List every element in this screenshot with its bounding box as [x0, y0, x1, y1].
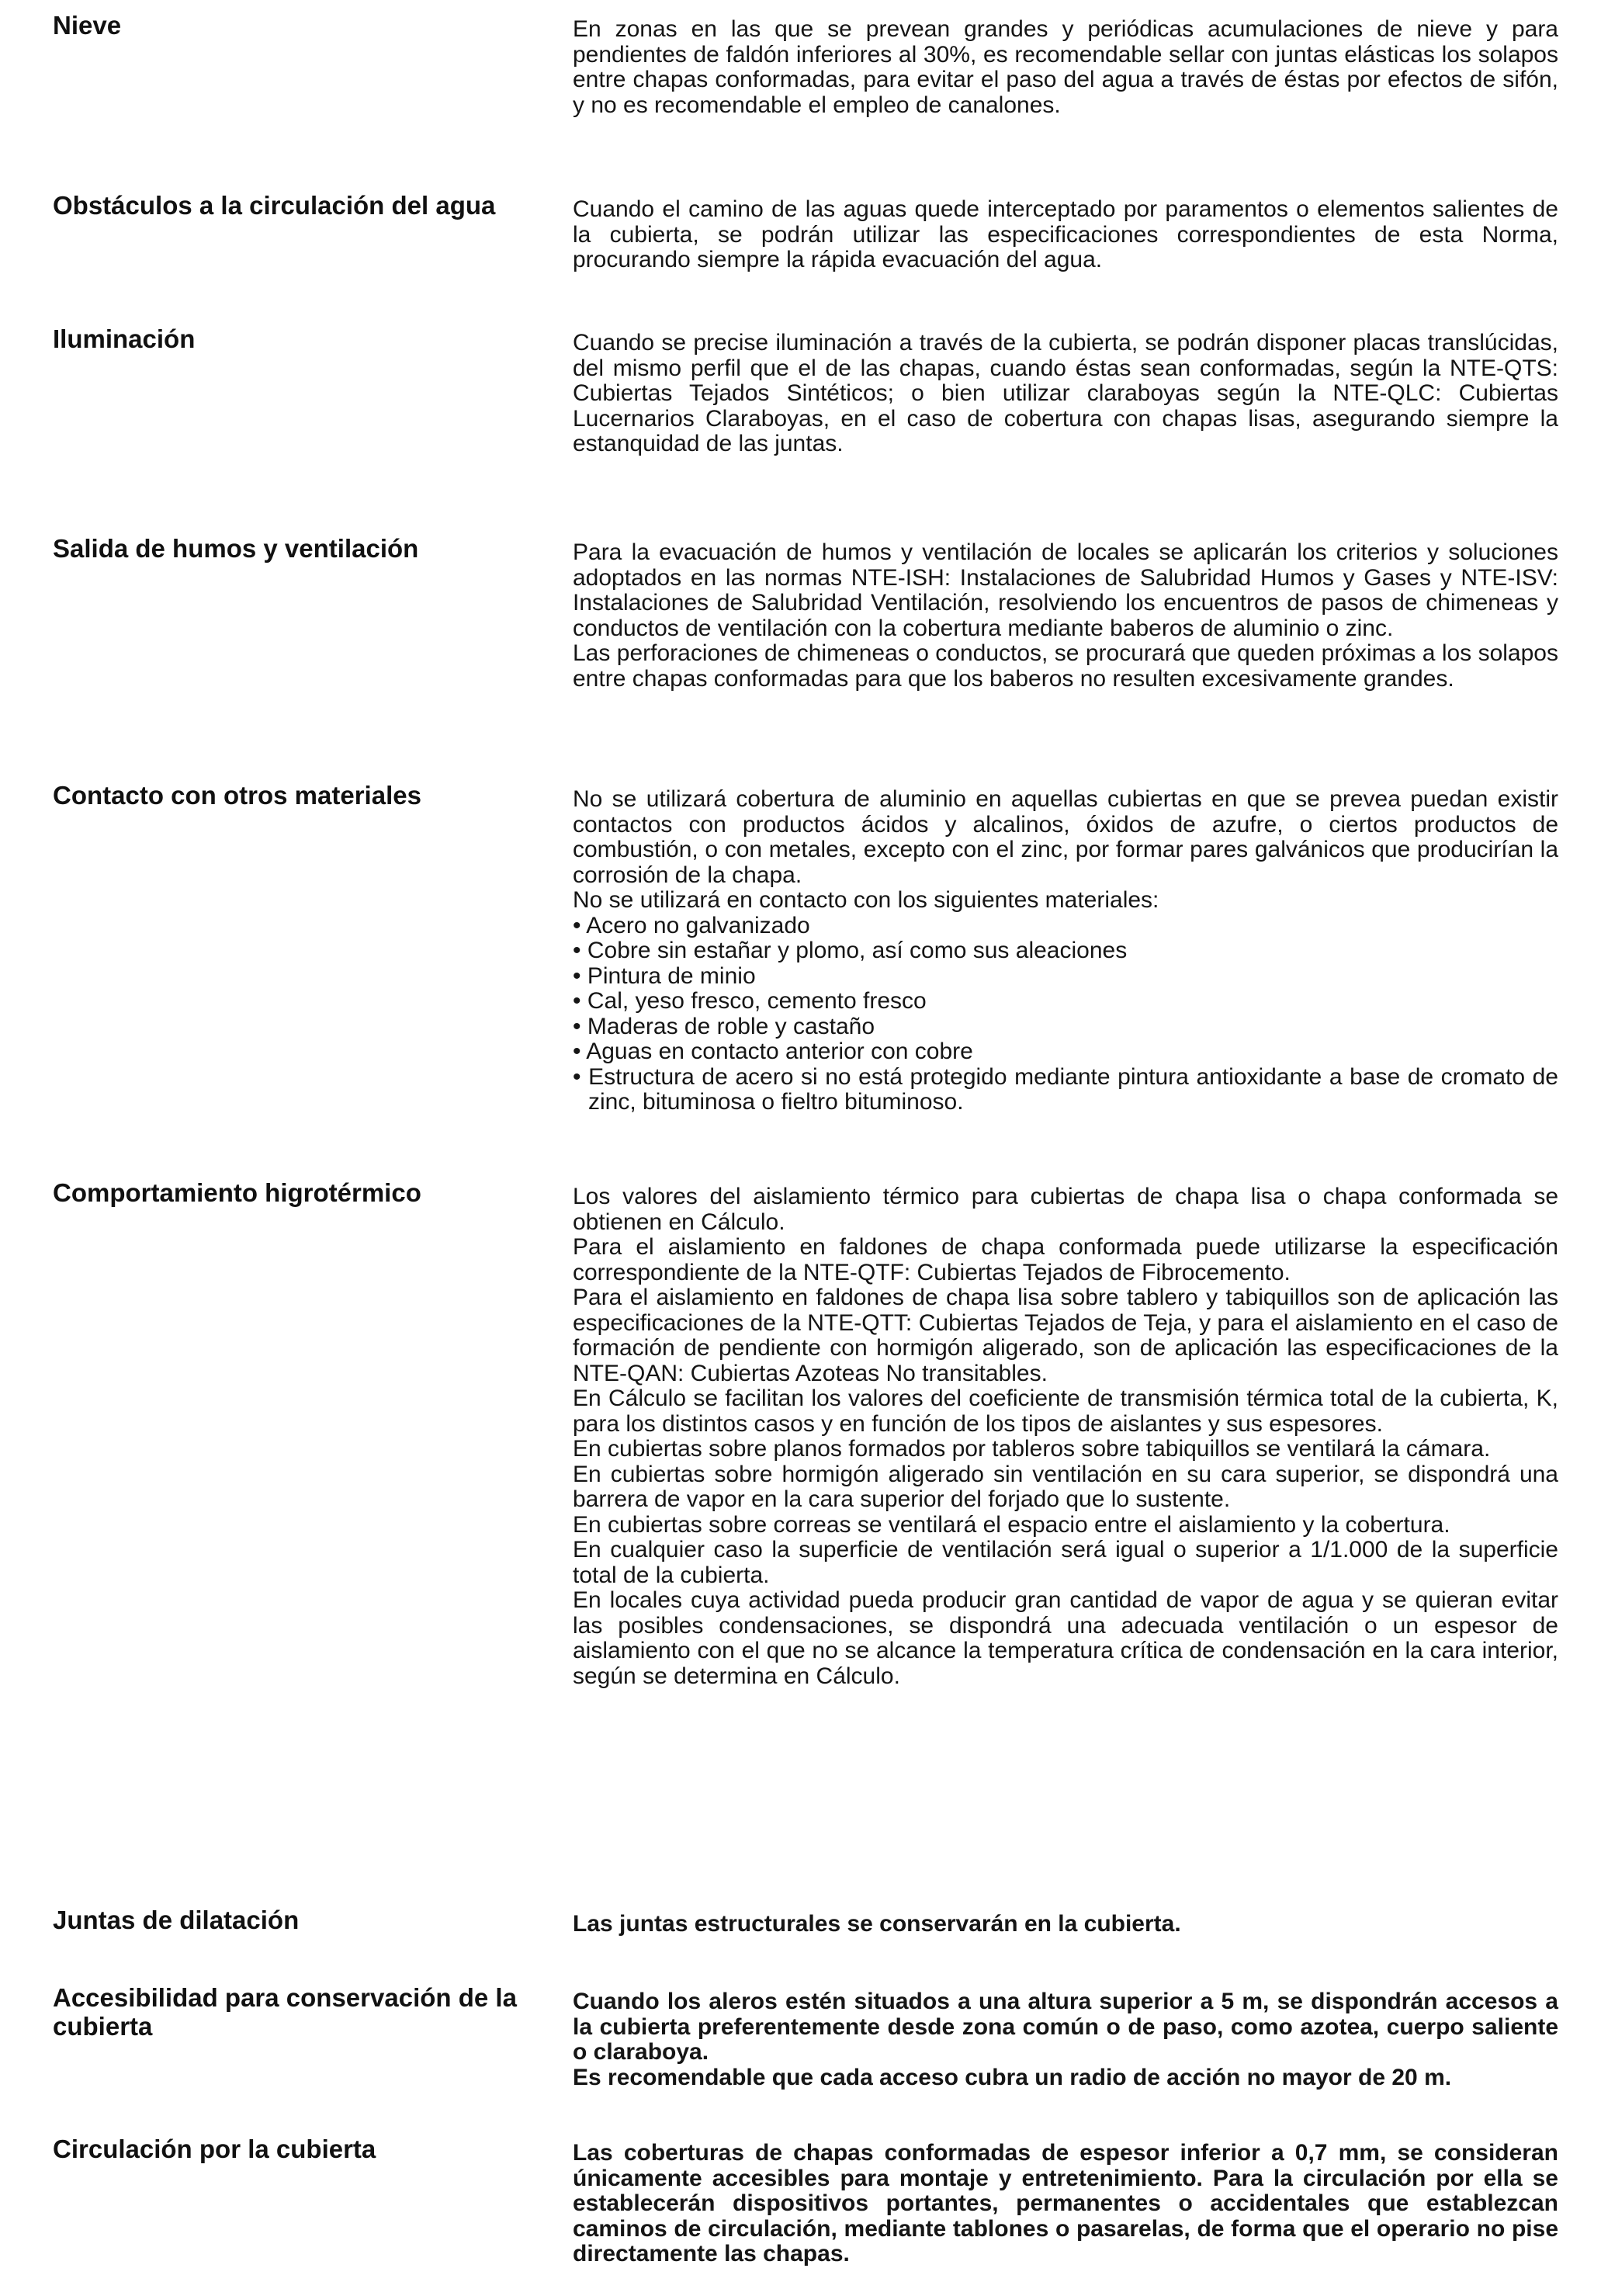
- paragraph: En cubiertas sobre hormigón aligerado sin ventilación en su cara superior, se dispondrá una barrera de vapor en la cara superior del forjado que lo sustente.: [573, 1461, 1558, 1512]
- section-title: Salida de humos y ventilación: [53, 534, 419, 563]
- materials-list: [573, 914, 1558, 1115]
- paragraph: Los valores del aislamiento térmico para cubiertas de chapa lisa o chapa conformada se obtienen en Cálculo.: [573, 1184, 1558, 1235]
- list-item: • Pintura de minio: [573, 964, 1558, 990]
- paragraph: En Cálculo se facilitan los valores del coeficiente de transmisión térmica total de la cubierta, K, para los distintos casos y en función de los tipos de aislantes y sus espesores.: [573, 1386, 1558, 1437]
- section-body: [573, 197, 1558, 273]
- paragraph: Cuando el camino de las aguas quede interceptado por paramentos o elementos salientes de la cubierta, se podrán utilizar las especificaciones correspondientes de esta Norma, procurando siempre la rápida evacuación del agua.: [573, 196, 1558, 272]
- section-title: Juntas de dilatación: [53, 1906, 300, 1934]
- paragraph: Es recomendable que cada acceso cubra un radio de acción no mayor de 20 m.: [573, 2064, 1452, 2090]
- paragraph: Las juntas estructurales se conservarán en la cubierta.: [573, 1911, 1181, 1937]
- list-item: • Acero no galvanizado: [573, 914, 1558, 939]
- section-body: [573, 17, 1558, 118]
- section-body: [573, 787, 1558, 1115]
- section-body: [573, 1989, 1558, 2090]
- paragraph: Las perforaciones de chimeneas o conductos, se procurará que queden próximas a los solapos entre chapas conformadas para que los baberos no resulten excesivamente grandes.: [573, 640, 1558, 692]
- paragraph: En locales cuya actividad pueda producir gran cantidad de vapor de agua y se quieran evitar las posibles condensaciones, se dispondrá una adecuada ventilación o un espesor de aislamiento con el que no se alcance la temperatura crítica de condensación en la cara interior, según se determina en Cálculo.: [573, 1587, 1558, 1689]
- list-item: • Cal, yeso fresco, cemento fresco: [573, 989, 1558, 1014]
- section-body: [573, 1184, 1558, 1689]
- section-title: Nieve: [53, 11, 122, 40]
- list-item: • Maderas de roble y castaño: [573, 1014, 1558, 1040]
- section-title: Contacto con otros materiales: [53, 781, 421, 810]
- paragraph: Cuando los aleros estén situados a una altura superior a 5 m, se dispondrán accesos a la cubierta preferentemente desde zona común o de paso, como azotea, cuerpo saliente o claraboya.: [573, 1989, 1558, 2065]
- paragraph: Las coberturas de chapas conformadas de espesor inferior a 0,7 mm, se consideran únicamente accesibles para montaje y entretenimiento. Para la circulación por ella se establecerán dispositivos portantes, permanentes o accidentales que establezcan caminos de circulación, mediante tablones o pasarelas, de forma que el operario no pise directamente las chapas.: [573, 2140, 1558, 2267]
- paragraph: Cuando se precise iluminación a través de la cubierta, se podrán disponer placas translúcidas, del mismo perfil que el de las chapas, cuando éstas sean conformadas, según la NTE-QTS: Cubiertas Tejados Sintéticos; o bien utilizar claraboyas según la NTE-QLC: Cubiertas Lucernarios Claraboyas, en el caso de cobertura con chapas lisas, asegurando siempre la estanquidad de las juntas.: [573, 330, 1558, 456]
- paragraph: Para el aislamiento en faldones de chapa lisa sobre tablero y tabiquillos son de aplicación las especificaciones de la NTE-QTT: Cubiertas Tejados de Teja, y para el aislamiento en el caso de formación de pendiente con hormigón aligerado, son de aplicación las especificaciones de la NTE-QAN: Cubiertas Azoteas No transitables.: [573, 1285, 1558, 1386]
- section-body: [573, 540, 1558, 692]
- section-body: [573, 2141, 1558, 2267]
- section-title: Obstáculos a la circulación del agua: [53, 191, 496, 220]
- section-body: [573, 331, 1558, 457]
- list-item: • Cobre sin estañar y plomo, así como sus aleaciones: [573, 938, 1558, 964]
- paragraph: En zonas en las que se prevean grandes y periódicas acumulaciones de nieve y para pendientes de faldón inferiores al 30%, es recomendable sellar con juntas elásticas los solapos entre chapas conformadas, para evitar el paso del agua a través de éstas por efectos de sifón, y no es recomendable el empleo de canalones.: [573, 16, 1558, 118]
- paragraph: En cubiertas sobre planos formados por tableros sobre tabiquillos se ventilará la cámara.: [573, 1436, 1491, 1462]
- paragraph: En cubiertas sobre correas se ventilará el espacio entre el aislamiento y la cobertura.: [573, 1511, 1450, 1538]
- section-title: Circulación por la cubierta: [53, 2135, 376, 2163]
- paragraph: No se utilizará cobertura de aluminio en aquellas cubiertas en que se prevea puedan existir contactos con productos ácidos y alcalinos, óxidos de azufre, o ciertos productos de combustión, o con metales, excepto con el zinc, por formar pares galvánicos que producirían la corrosión de la chapa.: [573, 786, 1558, 888]
- section-title: Accesibilidad para conservación de la cubierta: [53, 1983, 517, 2041]
- paragraph: En cualquier caso la superficie de ventilación será igual o superior a 1/1.000 de la superficie total de la cubierta.: [573, 1537, 1558, 1588]
- paragraph: Para el aislamiento en faldones de chapa conformada puede utilizarse la especificación correspondiente de la NTE-QTF: Cubiertas Tejados de Fibrocemento.: [573, 1234, 1558, 1285]
- paragraph: No se utilizará en contacto con los siguientes materiales:: [573, 887, 1159, 913]
- section-body: [573, 1912, 1558, 1937]
- paragraph: Para la evacuación de humos y ventilación de locales se aplicarán los criterios y soluciones adoptados en las normas NTE-ISH: Instalaciones de Salubridad Humos y Gases y NTE-ISV: Instalaciones de Salubridad Ventilación, resolviendo los encuentros de pasos de chimeneas y conductos de ventilación con la cobertura mediante baberos de aluminio o zinc.: [573, 539, 1558, 641]
- list-item: • Estructura de acero si no está protegido mediante pintura antioxidante a base de cromato de zinc, bituminosa o fieltro bituminoso.: [573, 1065, 1558, 1115]
- list-item: • Aguas en contacto anterior con cobre: [573, 1039, 1558, 1065]
- section-title: Iluminación: [53, 324, 196, 353]
- section-title: Comportamiento higrotérmico: [53, 1178, 421, 1207]
